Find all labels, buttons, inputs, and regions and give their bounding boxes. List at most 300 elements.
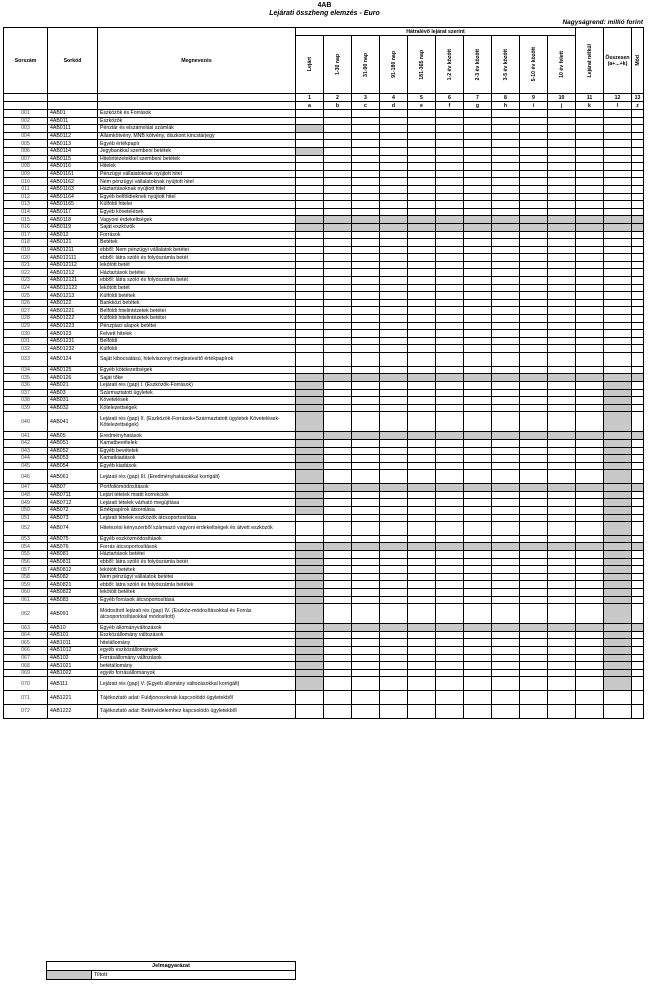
data-cell[interactable] [604,330,632,338]
data-cell[interactable] [352,566,380,574]
data-cell[interactable] [296,662,324,670]
data-cell[interactable] [352,208,380,216]
data-cell[interactable] [408,216,436,224]
data-cell[interactable] [436,170,464,178]
data-cell[interactable] [632,604,644,624]
data-cell[interactable] [324,147,352,155]
data-cell[interactable] [380,254,408,262]
data-cell[interactable] [436,254,464,262]
data-cell[interactable] [604,322,632,330]
data-cell[interactable] [436,455,464,463]
data-cell[interactable] [548,381,576,389]
data-cell[interactable] [576,163,604,171]
data-cell[interactable] [380,147,408,155]
data-cell[interactable] [604,231,632,239]
data-cell[interactable] [324,201,352,209]
data-cell[interactable] [632,404,644,412]
data-cell[interactable] [632,269,644,277]
data-cell[interactable] [380,193,408,201]
data-cell[interactable] [464,140,492,148]
data-cell[interactable] [380,631,408,639]
data-cell[interactable] [548,147,576,155]
data-cell[interactable] [464,322,492,330]
data-cell[interactable] [380,330,408,338]
data-cell[interactable] [296,269,324,277]
data-cell[interactable] [380,491,408,499]
data-cell[interactable] [576,185,604,193]
data-cell[interactable] [296,691,324,705]
data-cell[interactable] [436,246,464,254]
data-cell[interactable] [408,543,436,551]
data-cell[interactable] [576,704,604,718]
data-cell[interactable] [604,277,632,285]
data-cell[interactable] [520,691,548,705]
data-cell[interactable] [548,669,576,677]
data-cell[interactable] [464,193,492,201]
data-cell[interactable] [408,170,436,178]
data-cell[interactable] [352,155,380,163]
data-cell[interactable] [520,631,548,639]
data-cell[interactable] [296,155,324,163]
data-cell[interactable] [492,163,520,171]
data-cell[interactable] [576,535,604,543]
data-cell[interactable] [352,514,380,522]
data-cell[interactable] [632,178,644,186]
data-cell[interactable] [464,412,492,432]
data-cell[interactable] [604,581,632,589]
data-cell[interactable] [352,246,380,254]
data-cell[interactable] [492,254,520,262]
data-cell[interactable] [324,499,352,507]
data-cell[interactable] [464,439,492,447]
data-cell[interactable] [296,604,324,624]
data-cell[interactable] [408,307,436,315]
data-cell[interactable] [632,624,644,632]
data-cell[interactable] [520,178,548,186]
data-cell[interactable] [436,389,464,397]
data-cell[interactable] [436,551,464,559]
data-cell[interactable] [576,231,604,239]
data-cell[interactable] [464,277,492,285]
data-cell[interactable] [464,397,492,405]
data-cell[interactable] [324,691,352,705]
data-cell[interactable] [324,439,352,447]
data-cell[interactable] [296,397,324,405]
data-cell[interactable] [604,261,632,269]
data-cell[interactable] [492,170,520,178]
data-cell[interactable] [632,307,644,315]
data-cell[interactable] [296,170,324,178]
data-cell[interactable] [492,231,520,239]
data-cell[interactable] [632,277,644,285]
data-cell[interactable] [604,691,632,705]
data-cell[interactable] [492,654,520,662]
data-cell[interactable] [464,558,492,566]
data-cell[interactable] [548,677,576,691]
data-cell[interactable] [520,639,548,647]
data-cell[interactable] [632,353,644,367]
data-cell[interactable] [408,193,436,201]
data-cell[interactable] [548,239,576,247]
data-cell[interactable] [380,662,408,670]
data-cell[interactable] [464,491,492,499]
data-cell[interactable] [436,307,464,315]
data-cell[interactable] [576,389,604,397]
data-cell[interactable] [380,246,408,254]
data-cell[interactable] [520,140,548,148]
data-cell[interactable] [604,140,632,148]
data-cell[interactable] [492,404,520,412]
data-cell[interactable] [324,193,352,201]
data-cell[interactable] [324,322,352,330]
data-cell[interactable] [380,404,408,412]
data-cell[interactable] [436,397,464,405]
data-cell[interactable] [352,170,380,178]
data-cell[interactable] [296,484,324,492]
data-cell[interactable] [520,292,548,300]
data-cell[interactable] [576,543,604,551]
data-cell[interactable] [632,455,644,463]
data-cell[interactable] [352,193,380,201]
data-cell[interactable] [380,216,408,224]
data-cell[interactable] [632,589,644,597]
data-cell[interactable] [520,337,548,345]
data-cell[interactable] [464,631,492,639]
data-cell[interactable] [548,155,576,163]
data-cell[interactable] [408,337,436,345]
data-cell[interactable] [296,140,324,148]
data-cell[interactable] [464,462,492,470]
data-cell[interactable] [464,170,492,178]
data-cell[interactable] [380,307,408,315]
data-cell[interactable] [576,677,604,691]
data-cell[interactable] [604,596,632,604]
data-cell[interactable] [296,178,324,186]
data-cell[interactable] [436,269,464,277]
data-cell[interactable] [604,462,632,470]
data-cell[interactable] [632,292,644,300]
data-cell[interactable] [632,412,644,432]
data-cell[interactable] [576,366,604,374]
data-cell[interactable] [576,432,604,440]
data-cell[interactable] [464,315,492,323]
data-cell[interactable] [408,589,436,597]
data-cell[interactable] [324,299,352,307]
data-cell[interactable] [604,535,632,543]
data-cell[interactable] [576,223,604,231]
data-cell[interactable] [632,261,644,269]
data-cell[interactable] [324,110,352,118]
data-cell[interactable] [604,662,632,670]
data-cell[interactable] [380,231,408,239]
data-cell[interactable] [380,299,408,307]
data-cell[interactable] [576,573,604,581]
data-cell[interactable] [492,558,520,566]
data-cell[interactable] [548,322,576,330]
data-cell[interactable] [520,315,548,323]
data-cell[interactable] [324,604,352,624]
data-cell[interactable] [520,470,548,484]
data-cell[interactable] [604,639,632,647]
data-cell[interactable] [324,662,352,670]
data-cell[interactable] [352,573,380,581]
data-cell[interactable] [296,315,324,323]
data-cell[interactable] [548,551,576,559]
data-cell[interactable] [548,292,576,300]
data-cell[interactable] [520,455,548,463]
data-cell[interactable] [548,691,576,705]
data-cell[interactable] [352,322,380,330]
data-cell[interactable] [436,558,464,566]
data-cell[interactable] [352,491,380,499]
data-cell[interactable] [548,397,576,405]
data-cell[interactable] [576,216,604,224]
data-cell[interactable] [408,470,436,484]
data-cell[interactable] [548,299,576,307]
data-cell[interactable] [632,337,644,345]
data-cell[interactable] [324,366,352,374]
data-cell[interactable] [548,284,576,292]
data-cell[interactable] [576,269,604,277]
data-cell[interactable] [408,374,436,382]
data-cell[interactable] [492,484,520,492]
data-cell[interactable] [604,284,632,292]
data-cell[interactable] [548,462,576,470]
data-cell[interactable] [436,491,464,499]
data-cell[interactable] [632,231,644,239]
data-cell[interactable] [436,669,464,677]
data-cell[interactable] [380,345,408,353]
data-cell[interactable] [464,147,492,155]
data-cell[interactable] [548,315,576,323]
data-cell[interactable] [464,691,492,705]
data-cell[interactable] [352,125,380,133]
data-cell[interactable] [492,669,520,677]
data-cell[interactable] [324,284,352,292]
data-cell[interactable] [632,535,644,543]
data-cell[interactable] [352,132,380,140]
data-cell[interactable] [604,647,632,655]
data-cell[interactable] [548,404,576,412]
data-cell[interactable] [408,254,436,262]
data-cell[interactable] [548,491,576,499]
data-cell[interactable] [632,647,644,655]
data-cell[interactable] [576,246,604,254]
data-cell[interactable] [408,284,436,292]
data-cell[interactable] [296,299,324,307]
data-cell[interactable] [296,654,324,662]
data-cell[interactable] [604,381,632,389]
data-cell[interactable] [576,639,604,647]
data-cell[interactable] [492,397,520,405]
data-cell[interactable] [436,639,464,647]
data-cell[interactable] [604,566,632,574]
data-cell[interactable] [576,110,604,118]
data-cell[interactable] [604,514,632,522]
data-cell[interactable] [576,307,604,315]
data-cell[interactable] [520,185,548,193]
data-cell[interactable] [520,201,548,209]
data-cell[interactable] [548,535,576,543]
data-cell[interactable] [604,353,632,367]
data-cell[interactable] [436,345,464,353]
data-cell[interactable] [604,573,632,581]
data-cell[interactable] [324,654,352,662]
data-cell[interactable] [576,132,604,140]
data-cell[interactable] [380,374,408,382]
data-cell[interactable] [352,654,380,662]
data-cell[interactable] [548,514,576,522]
data-cell[interactable] [324,246,352,254]
data-cell[interactable] [548,558,576,566]
data-cell[interactable] [576,170,604,178]
data-cell[interactable] [548,330,576,338]
data-cell[interactable] [548,246,576,254]
data-cell[interactable] [436,374,464,382]
data-cell[interactable] [492,239,520,247]
data-cell[interactable] [324,491,352,499]
data-cell[interactable] [296,353,324,367]
data-cell[interactable] [408,132,436,140]
data-cell[interactable] [436,322,464,330]
data-cell[interactable] [632,322,644,330]
data-cell[interactable] [436,589,464,597]
data-cell[interactable] [380,624,408,632]
data-cell[interactable] [380,185,408,193]
data-cell[interactable] [436,117,464,125]
data-cell[interactable] [296,462,324,470]
data-cell[interactable] [352,216,380,224]
data-cell[interactable] [492,455,520,463]
data-cell[interactable] [576,397,604,405]
data-cell[interactable] [520,254,548,262]
data-cell[interactable] [520,231,548,239]
data-cell[interactable] [380,389,408,397]
data-cell[interactable] [548,193,576,201]
data-cell[interactable] [324,639,352,647]
data-cell[interactable] [492,117,520,125]
data-cell[interactable] [352,374,380,382]
data-cell[interactable] [380,163,408,171]
data-cell[interactable] [632,654,644,662]
data-cell[interactable] [632,254,644,262]
data-cell[interactable] [520,223,548,231]
data-cell[interactable] [352,624,380,632]
data-cell[interactable] [548,216,576,224]
data-cell[interactable] [352,345,380,353]
data-cell[interactable] [324,397,352,405]
data-cell[interactable] [324,581,352,589]
data-cell[interactable] [548,170,576,178]
data-cell[interactable] [492,604,520,624]
data-cell[interactable] [436,292,464,300]
data-cell[interactable] [408,412,436,432]
data-cell[interactable] [576,566,604,574]
data-cell[interactable] [492,551,520,559]
data-cell[interactable] [464,522,492,536]
data-cell[interactable] [548,178,576,186]
data-cell[interactable] [520,404,548,412]
data-cell[interactable] [520,499,548,507]
data-cell[interactable] [352,558,380,566]
data-cell[interactable] [464,284,492,292]
data-cell[interactable] [296,231,324,239]
data-cell[interactable] [464,117,492,125]
data-cell[interactable] [436,677,464,691]
data-cell[interactable] [576,514,604,522]
data-cell[interactable] [324,470,352,484]
data-cell[interactable] [324,163,352,171]
data-cell[interactable] [464,404,492,412]
data-cell[interactable] [548,439,576,447]
data-cell[interactable] [380,566,408,574]
data-cell[interactable] [464,604,492,624]
data-cell[interactable] [604,223,632,231]
data-cell[interactable] [520,389,548,397]
data-cell[interactable] [436,566,464,574]
data-cell[interactable] [296,522,324,536]
data-cell[interactable] [604,366,632,374]
data-cell[interactable] [520,353,548,367]
data-cell[interactable] [436,110,464,118]
data-cell[interactable] [380,484,408,492]
data-cell[interactable] [436,208,464,216]
data-cell[interactable] [408,447,436,455]
data-cell[interactable] [520,269,548,277]
data-cell[interactable] [632,163,644,171]
data-cell[interactable] [324,345,352,353]
data-cell[interactable] [520,662,548,670]
data-cell[interactable] [352,292,380,300]
data-cell[interactable] [576,292,604,300]
data-cell[interactable] [296,277,324,285]
data-cell[interactable] [604,307,632,315]
data-cell[interactable] [492,447,520,455]
data-cell[interactable] [380,239,408,247]
data-cell[interactable] [492,631,520,639]
data-cell[interactable] [576,201,604,209]
data-cell[interactable] [352,462,380,470]
data-cell[interactable] [492,647,520,655]
data-cell[interactable] [296,381,324,389]
data-cell[interactable] [464,432,492,440]
data-cell[interactable] [576,669,604,677]
data-cell[interactable] [576,381,604,389]
data-cell[interactable] [520,132,548,140]
data-cell[interactable] [520,535,548,543]
data-cell[interactable] [380,589,408,597]
data-cell[interactable] [576,239,604,247]
data-cell[interactable] [632,374,644,382]
data-cell[interactable] [520,397,548,405]
data-cell[interactable] [576,604,604,624]
data-cell[interactable] [380,669,408,677]
data-cell[interactable] [548,277,576,285]
data-cell[interactable] [520,677,548,691]
data-cell[interactable] [296,110,324,118]
data-cell[interactable] [576,322,604,330]
data-cell[interactable] [604,404,632,412]
data-cell[interactable] [576,330,604,338]
data-cell[interactable] [632,147,644,155]
data-cell[interactable] [492,596,520,604]
data-cell[interactable] [296,558,324,566]
data-cell[interactable] [576,624,604,632]
data-cell[interactable] [632,669,644,677]
data-cell[interactable] [548,208,576,216]
data-cell[interactable] [408,155,436,163]
data-cell[interactable] [632,185,644,193]
